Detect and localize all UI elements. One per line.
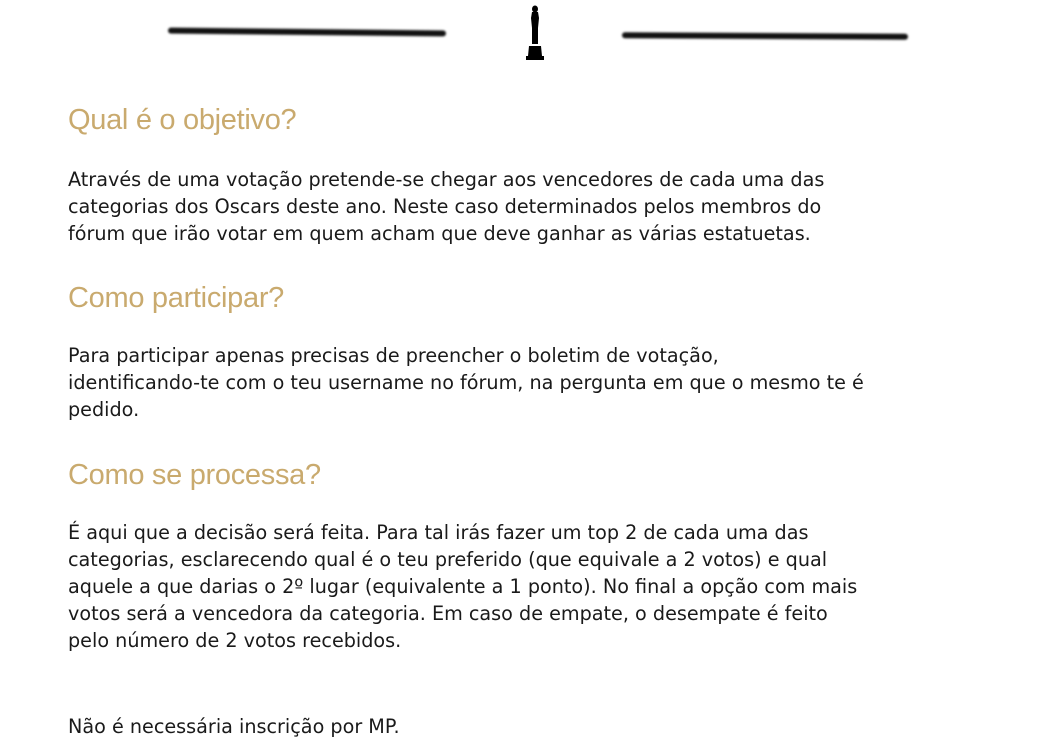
- text-line: pelo número de 2 votos recebidos.: [68, 629, 402, 652]
- text-line: votos será a vencedora da categoria. Em caso de empate, o desempate é feito: [68, 602, 828, 625]
- text-line: categorias dos Oscars deste ano. Neste caso determinados pelos membros do: [68, 195, 822, 218]
- heading-participate: Como participar?: [68, 282, 285, 314]
- heading-process: Como se processa?: [68, 459, 321, 491]
- paragraph-objective: [68, 166, 824, 247]
- text-line: É aqui que a decisão será feita. Para tal irás fazer um top 2 de cada uma das: [68, 521, 809, 544]
- paragraph-participate: [68, 342, 864, 423]
- divider-left: [168, 28, 446, 37]
- text-line: aquele a que darias o 2º lugar (equivalente a 1 ponto). No final a opção com mais: [68, 575, 858, 598]
- text-line: fórum que irão votar em quem acham que deve ganhar as várias estatuetas.: [68, 222, 811, 245]
- text-line: categorias, esclarecendo qual é o teu preferido (que equivale a 2 votos) e qual: [68, 548, 828, 571]
- footer-note: [68, 713, 400, 740]
- text-line: Para participar apenas precisas de preencher o boletim de votação,: [68, 344, 719, 367]
- paragraph-process: [68, 519, 857, 654]
- oscar-statuette-icon: [520, 4, 550, 62]
- heading-objective: Qual é o objetivo?: [68, 104, 297, 136]
- divider-right: [622, 32, 908, 39]
- text-line: Não é necessária inscrição por MP.: [68, 715, 400, 738]
- text-line: identificando-te com o teu username no fórum, na pergunta em que o mesmo te é: [68, 371, 864, 394]
- text-line: Através de uma votação pretende-se chegar aos vencedores de cada uma das: [68, 168, 825, 191]
- text-line: pedido.: [68, 398, 140, 421]
